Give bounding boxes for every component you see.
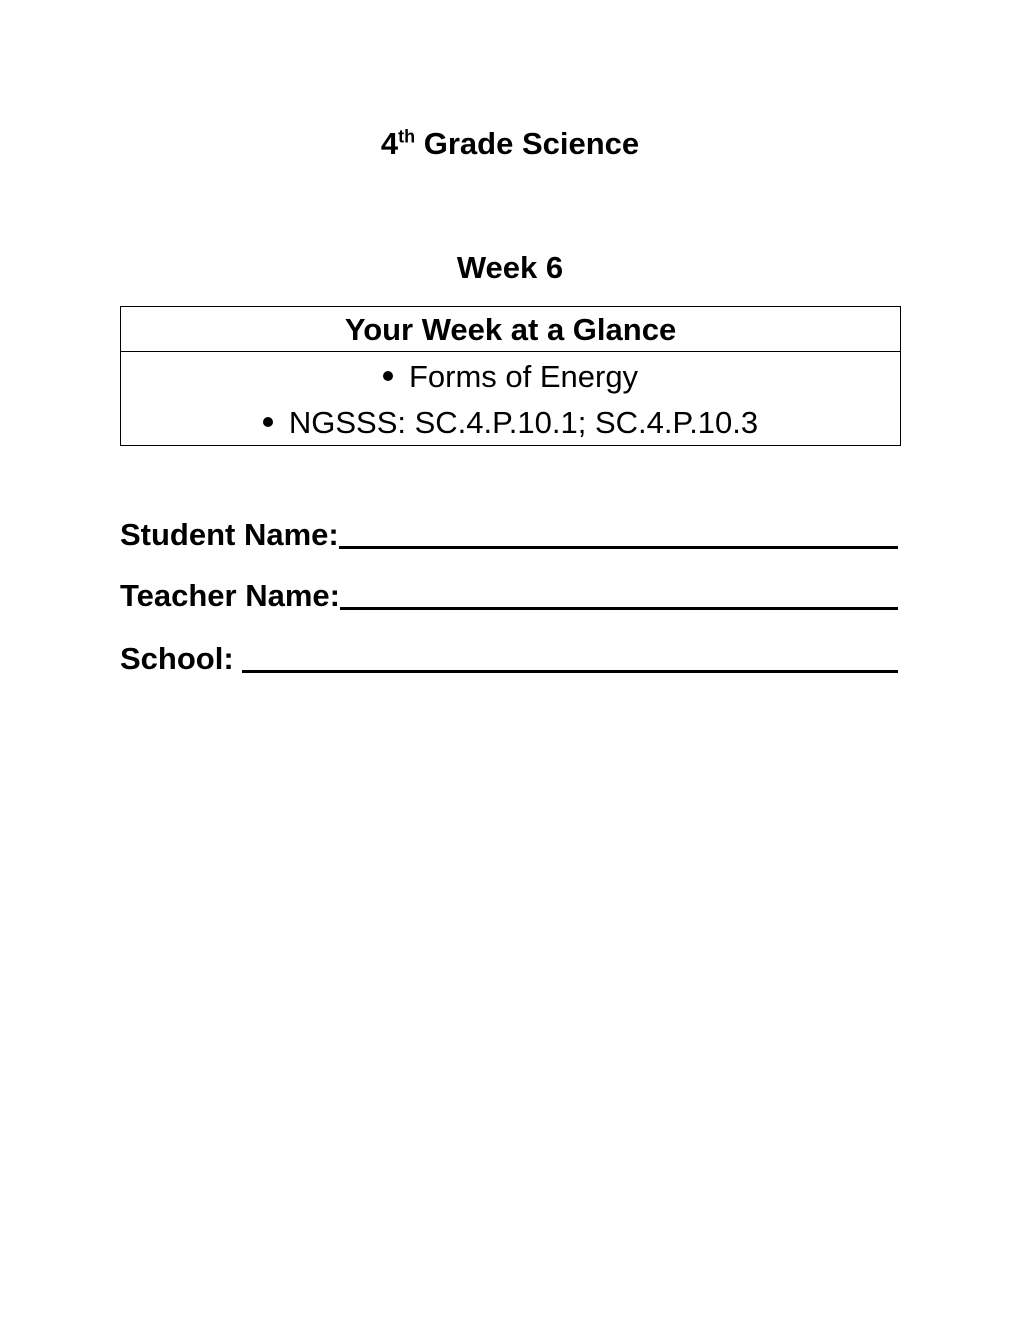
teacher-name-label: Teacher Name: bbox=[120, 578, 340, 613]
student-name-label: Student Name: bbox=[120, 517, 339, 552]
glance-item-label: Forms of Energy bbox=[408, 359, 639, 394]
school-label: School: bbox=[120, 641, 234, 676]
glance-table-body bbox=[121, 352, 900, 445]
bullet-icon bbox=[383, 371, 393, 381]
grade-suffix: th bbox=[398, 126, 416, 147]
student-name-blank[interactable] bbox=[339, 516, 898, 549]
student-name-row bbox=[120, 512, 910, 555]
glance-item-label: NGSSS: SC.4.P.10.1; SC.4.P.10.3 bbox=[288, 405, 759, 440]
subject-title: Grade Science bbox=[423, 126, 640, 161]
week-at-a-glance-table bbox=[120, 306, 901, 446]
school-row bbox=[120, 636, 910, 679]
glance-item-standards bbox=[121, 400, 900, 446]
teacher-name-row bbox=[120, 573, 910, 616]
teacher-name-blank[interactable] bbox=[340, 577, 898, 610]
glance-table-title: Your Week at a Glance bbox=[121, 307, 900, 352]
school-blank[interactable] bbox=[242, 640, 898, 673]
grade-number: 4 bbox=[380, 126, 399, 161]
glance-item-topic bbox=[121, 354, 900, 400]
page-title bbox=[0, 122, 1020, 166]
bullet-icon bbox=[263, 417, 273, 427]
week-heading: Week 6 bbox=[456, 250, 564, 285]
